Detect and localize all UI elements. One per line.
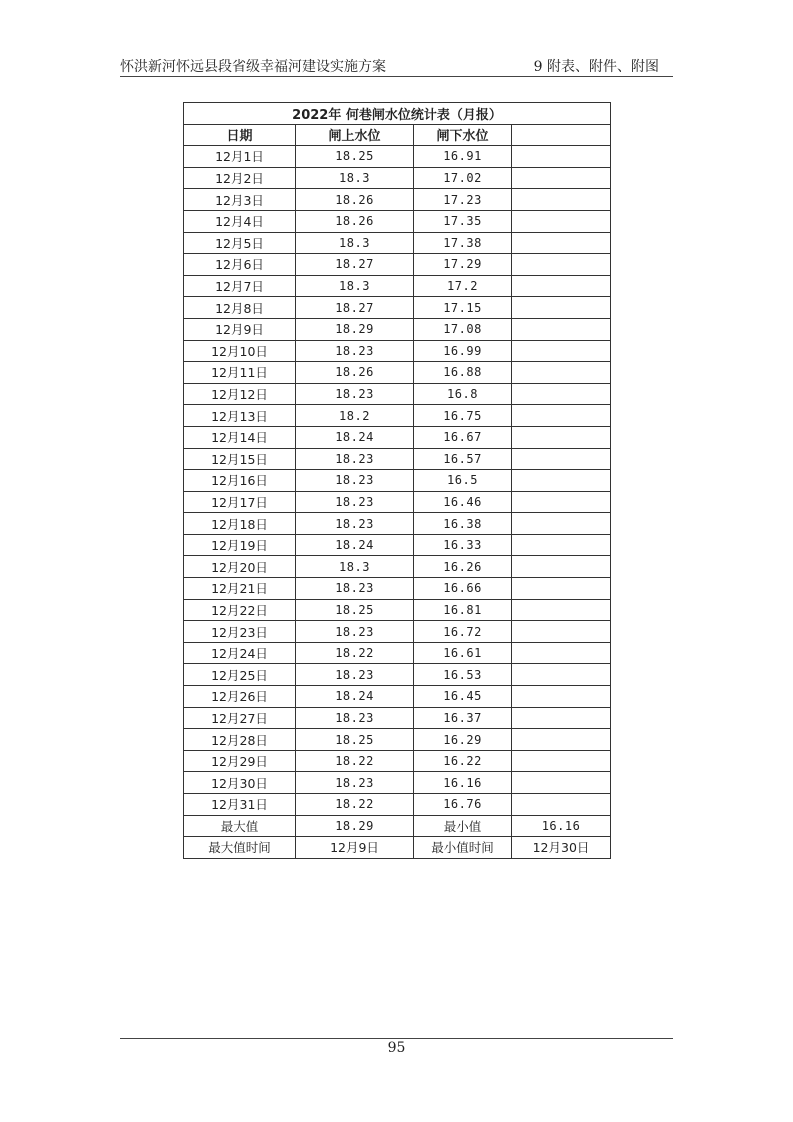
blank-cell	[512, 146, 611, 168]
date-cell: 12月13日	[184, 405, 296, 427]
summary-row-values	[184, 815, 611, 837]
blank-cell	[512, 362, 611, 384]
table-row	[184, 491, 611, 513]
section-label: 9 附表、附件、附图	[533, 59, 659, 75]
date-cell: 12月14日	[184, 426, 296, 448]
blank-cell	[512, 405, 611, 427]
table-row	[184, 470, 611, 492]
downstream-level-cell: 16.53	[414, 664, 512, 686]
downstream-level-cell: 16.22	[414, 750, 512, 772]
downstream-level-cell: 16.57	[414, 448, 512, 470]
table-row	[184, 642, 611, 664]
downstream-level-cell: 17.02	[414, 167, 512, 189]
blank-cell	[512, 448, 611, 470]
upstream-level-cell: 18.3	[296, 556, 414, 578]
upstream-level-cell: 18.23	[296, 578, 414, 600]
upstream-level-cell: 18.22	[296, 794, 414, 816]
blank-cell	[512, 664, 611, 686]
table-row	[184, 405, 611, 427]
table-row	[184, 448, 611, 470]
downstream-level-cell: 16.29	[414, 729, 512, 751]
table-body	[184, 146, 611, 815]
date-cell: 12月10日	[184, 340, 296, 362]
water-level-table-container	[183, 102, 610, 859]
blank-cell	[512, 534, 611, 556]
water-level-table	[183, 102, 611, 859]
max-label: 最大值	[184, 815, 296, 837]
blank-cell	[512, 750, 611, 772]
downstream-level-cell: 17.08	[414, 318, 512, 340]
blank-cell	[512, 729, 611, 751]
date-cell: 12月17日	[184, 491, 296, 513]
date-cell: 12月4日	[184, 210, 296, 232]
downstream-level-cell: 16.88	[414, 362, 512, 384]
downstream-level-cell: 17.38	[414, 232, 512, 254]
table-row	[184, 318, 611, 340]
max-time-value: 12月9日	[296, 837, 414, 859]
downstream-level-cell: 17.23	[414, 189, 512, 211]
blank-cell	[512, 621, 611, 643]
upstream-level-cell: 18.25	[296, 729, 414, 751]
date-cell: 12月6日	[184, 254, 296, 276]
date-cell: 12月23日	[184, 621, 296, 643]
downstream-level-cell: 16.26	[414, 556, 512, 578]
date-cell: 12月24日	[184, 642, 296, 664]
blank-cell	[512, 707, 611, 729]
upstream-level-cell: 18.23	[296, 772, 414, 794]
column-header-date: 日期	[184, 124, 296, 146]
table-row	[184, 513, 611, 535]
min-value: 16.16	[512, 815, 611, 837]
table-row	[184, 189, 611, 211]
table-row	[184, 146, 611, 168]
upstream-level-cell: 18.23	[296, 340, 414, 362]
date-cell: 12月8日	[184, 297, 296, 319]
table-row	[184, 621, 611, 643]
downstream-level-cell: 16.33	[414, 534, 512, 556]
summary-row-times	[184, 837, 611, 859]
table-row	[184, 426, 611, 448]
upstream-level-cell: 18.23	[296, 448, 414, 470]
upstream-level-cell: 18.23	[296, 513, 414, 535]
upstream-level-cell: 18.3	[296, 232, 414, 254]
upstream-level-cell: 18.24	[296, 426, 414, 448]
blank-cell	[512, 340, 611, 362]
upstream-level-cell: 18.23	[296, 664, 414, 686]
upstream-level-cell: 18.27	[296, 254, 414, 276]
footer-divider	[120, 1038, 673, 1039]
downstream-level-cell: 16.8	[414, 383, 512, 405]
blank-cell	[512, 578, 611, 600]
blank-cell	[512, 210, 611, 232]
date-cell: 12月20日	[184, 556, 296, 578]
date-cell: 12月9日	[184, 318, 296, 340]
date-cell: 12月12日	[184, 383, 296, 405]
column-header-upstream-level: 闸上水位	[296, 124, 414, 146]
upstream-level-cell: 18.23	[296, 470, 414, 492]
downstream-level-cell: 16.67	[414, 426, 512, 448]
blank-cell	[512, 254, 611, 276]
page-number: 95	[387, 1040, 406, 1056]
upstream-level-cell: 18.2	[296, 405, 414, 427]
blank-cell	[512, 556, 611, 578]
date-cell: 12月27日	[184, 707, 296, 729]
downstream-level-cell: 16.76	[414, 794, 512, 816]
date-cell: 12月3日	[184, 189, 296, 211]
table-row	[184, 232, 611, 254]
table-row	[184, 362, 611, 384]
downstream-level-cell: 17.15	[414, 297, 512, 319]
table-row	[184, 534, 611, 556]
table-row	[184, 772, 611, 794]
max-value: 18.29	[296, 815, 414, 837]
downstream-level-cell: 16.5	[414, 470, 512, 492]
upstream-level-cell: 18.24	[296, 534, 414, 556]
table-row	[184, 599, 611, 621]
date-cell: 12月31日	[184, 794, 296, 816]
upstream-level-cell: 18.22	[296, 750, 414, 772]
blank-cell	[512, 232, 611, 254]
downstream-level-cell: 16.81	[414, 599, 512, 621]
upstream-level-cell: 18.23	[296, 621, 414, 643]
table-row	[184, 664, 611, 686]
blank-cell	[512, 491, 611, 513]
blank-cell	[512, 772, 611, 794]
blank-cell	[512, 686, 611, 708]
table-row	[184, 297, 611, 319]
date-cell: 12月29日	[184, 750, 296, 772]
document-title: 怀洪新河怀远县段省级幸福河建设实施方案	[120, 59, 386, 75]
table-row	[184, 556, 611, 578]
downstream-level-cell: 17.35	[414, 210, 512, 232]
upstream-level-cell: 18.24	[296, 686, 414, 708]
blank-cell	[512, 470, 611, 492]
header-divider	[120, 76, 673, 77]
date-cell: 12月1日	[184, 146, 296, 168]
table-title: 2022年 何巷闸水位统计表（月报）	[184, 103, 611, 125]
upstream-level-cell: 18.29	[296, 318, 414, 340]
blank-cell	[512, 318, 611, 340]
column-header-blank	[512, 124, 611, 146]
date-cell: 12月19日	[184, 534, 296, 556]
table-header-row	[184, 124, 611, 146]
table-row	[184, 275, 611, 297]
date-cell: 12月16日	[184, 470, 296, 492]
blank-cell	[512, 297, 611, 319]
blank-cell	[512, 642, 611, 664]
upstream-level-cell: 18.23	[296, 707, 414, 729]
table-row	[184, 578, 611, 600]
min-time-label: 最小值时间	[414, 837, 512, 859]
downstream-level-cell: 16.46	[414, 491, 512, 513]
date-cell: 12月18日	[184, 513, 296, 535]
downstream-level-cell: 16.99	[414, 340, 512, 362]
upstream-level-cell: 18.26	[296, 362, 414, 384]
min-label: 最小值	[414, 815, 512, 837]
downstream-level-cell: 16.38	[414, 513, 512, 535]
upstream-level-cell: 18.23	[296, 491, 414, 513]
downstream-level-cell: 16.16	[414, 772, 512, 794]
table-row	[184, 794, 611, 816]
date-cell: 12月30日	[184, 772, 296, 794]
blank-cell	[512, 426, 611, 448]
date-cell: 12月11日	[184, 362, 296, 384]
table-row	[184, 729, 611, 751]
downstream-level-cell: 16.75	[414, 405, 512, 427]
downstream-level-cell: 16.37	[414, 707, 512, 729]
date-cell: 12月26日	[184, 686, 296, 708]
upstream-level-cell: 18.26	[296, 210, 414, 232]
downstream-level-cell: 16.72	[414, 621, 512, 643]
column-header-downstream-level: 闸下水位	[414, 124, 512, 146]
table-row	[184, 167, 611, 189]
upstream-level-cell: 18.3	[296, 275, 414, 297]
table-row	[184, 750, 611, 772]
table-row	[184, 686, 611, 708]
table-row	[184, 210, 611, 232]
downstream-level-cell: 16.91	[414, 146, 512, 168]
table-caption-row	[184, 103, 611, 125]
upstream-level-cell: 18.26	[296, 189, 414, 211]
date-cell: 12月2日	[184, 167, 296, 189]
blank-cell	[512, 599, 611, 621]
page-header	[120, 56, 673, 76]
downstream-level-cell: 17.2	[414, 275, 512, 297]
upstream-level-cell: 18.3	[296, 167, 414, 189]
blank-cell	[512, 794, 611, 816]
upstream-level-cell: 18.27	[296, 297, 414, 319]
min-time-value: 12月30日	[512, 837, 611, 859]
date-cell: 12月22日	[184, 599, 296, 621]
table-row	[184, 254, 611, 276]
upstream-level-cell: 18.22	[296, 642, 414, 664]
downstream-level-cell: 16.61	[414, 642, 512, 664]
date-cell: 12月5日	[184, 232, 296, 254]
date-cell: 12月28日	[184, 729, 296, 751]
date-cell: 12月25日	[184, 664, 296, 686]
table-row	[184, 383, 611, 405]
date-cell: 12月15日	[184, 448, 296, 470]
downstream-level-cell: 16.45	[414, 686, 512, 708]
table-row	[184, 707, 611, 729]
downstream-level-cell: 16.66	[414, 578, 512, 600]
upstream-level-cell: 18.25	[296, 146, 414, 168]
table-row	[184, 340, 611, 362]
downstream-level-cell: 17.29	[414, 254, 512, 276]
upstream-level-cell: 18.23	[296, 383, 414, 405]
blank-cell	[512, 167, 611, 189]
blank-cell	[512, 275, 611, 297]
date-cell: 12月7日	[184, 275, 296, 297]
upstream-level-cell: 18.25	[296, 599, 414, 621]
date-cell: 12月21日	[184, 578, 296, 600]
blank-cell	[512, 189, 611, 211]
max-time-label: 最大值时间	[184, 837, 296, 859]
blank-cell	[512, 513, 611, 535]
blank-cell	[512, 383, 611, 405]
